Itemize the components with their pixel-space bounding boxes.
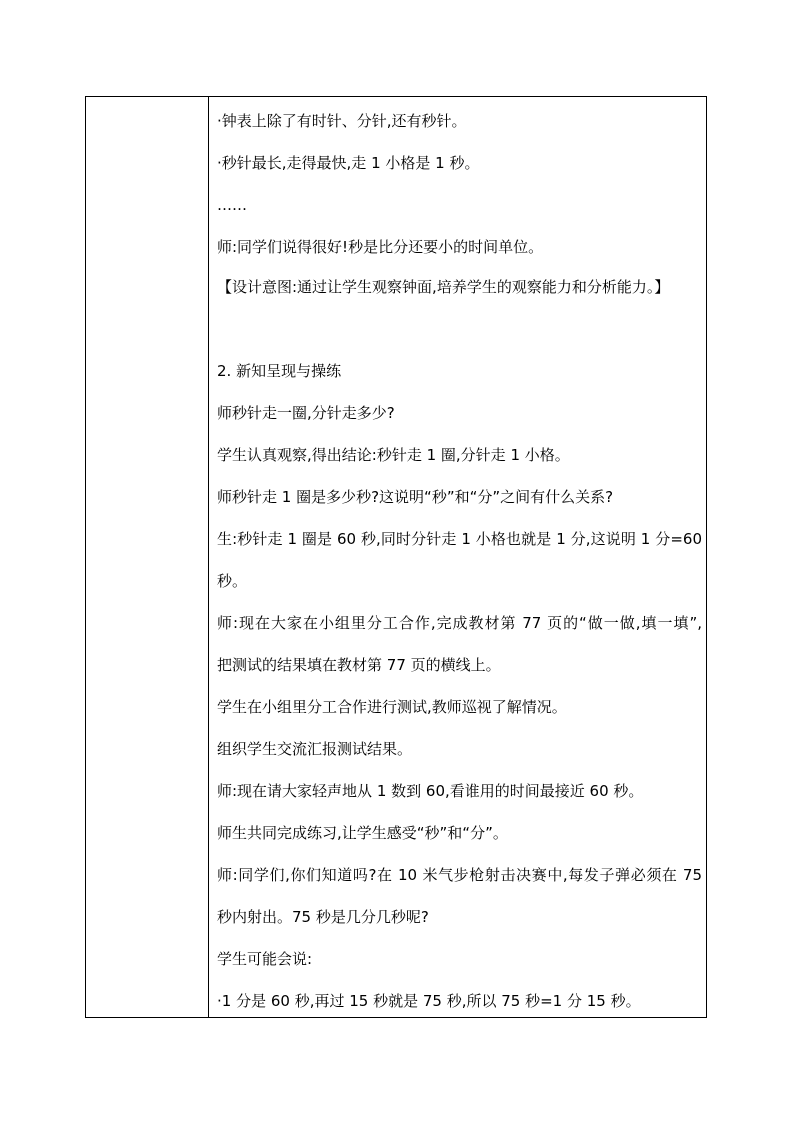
text-line: ·秒针最长,走得最快,走 1 小格是 1 秒。 bbox=[217, 154, 480, 172]
text-line: 秒。 bbox=[217, 572, 248, 590]
text-line: 师:同学们,你们知道吗?在 10 米气步枪射击决赛中,每发子弹必须在 75 bbox=[217, 866, 702, 884]
text-line: 秒内射出。75 秒是几分几秒呢? bbox=[217, 908, 429, 926]
text-line: ·钟表上除了有时针、分针,还有秒针。 bbox=[217, 112, 467, 130]
text-line: 师秒针走一圈,分针走多少? bbox=[217, 404, 395, 422]
text-line: 学生可能会说: bbox=[217, 950, 313, 968]
text-line: 学生认真观察,得出结论:秒针走 1 圈,分针走 1 小格。 bbox=[217, 446, 570, 464]
text-line: 学生在小组里分工合作进行测试,教师巡视了解情况。 bbox=[217, 698, 567, 716]
lesson-table bbox=[85, 96, 707, 1018]
content-cell bbox=[217, 97, 702, 1017]
text-line: 师生共同完成练习,让学生感受“秒”和“分”。 bbox=[217, 824, 508, 842]
text-line: 生:秒针走 1 圈是 60 秒,同时分针走 1 小格也就是 1 分,这说明 1 分=60 bbox=[217, 530, 702, 548]
column-divider bbox=[208, 97, 209, 1017]
text-line: 师秒针走 1 圈是多少秒?这说明“秒”和“分”之间有什么关系? bbox=[217, 488, 614, 506]
text-line: 师:现在请大家轻声地从 1 数到 60,看谁用的时间最接近 60 秒。 bbox=[217, 782, 644, 800]
text-line: 师:现在大家在小组里分工合作,完成教材第 77 页的“做一做,填一填”, bbox=[217, 614, 702, 632]
text-line: ·1 分是 60 秒,再过 15 秒就是 75 秒,所以 75 秒=1 分 15 秒。 bbox=[217, 992, 641, 1010]
section-heading: 2. 新知呈现与操练 bbox=[217, 362, 342, 380]
text-line: 把测试的结果填在教材第 77 页的横线上。 bbox=[217, 656, 501, 674]
text-line: 组织学生交流汇报测试结果。 bbox=[217, 740, 413, 758]
text-line: 师:同学们说得很好!秒是比分还要小的时间单位。 bbox=[217, 238, 544, 256]
design-intent-note: 【设计意图:通过让学生观察钟面,培养学生的观察能力和分析能力。】 bbox=[217, 278, 670, 296]
text-line: …… bbox=[217, 196, 247, 214]
